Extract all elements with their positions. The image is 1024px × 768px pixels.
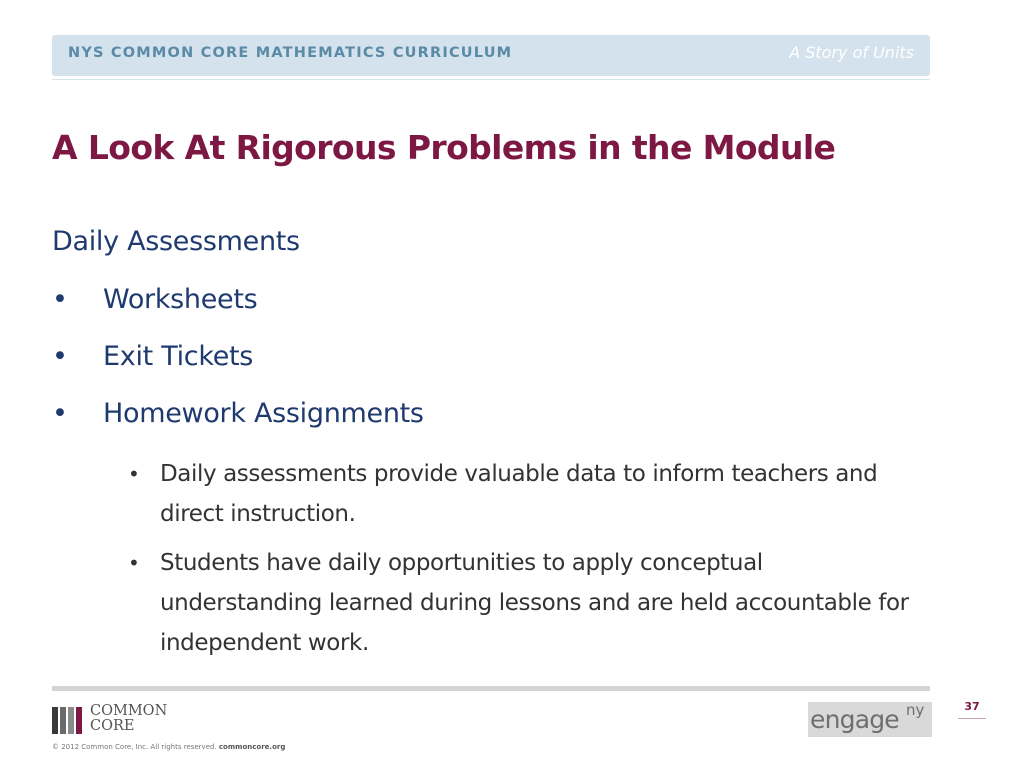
logo-bar [52, 707, 58, 734]
series-title: A Story of Units [789, 43, 914, 62]
copyright-link[interactable]: commoncore.org [218, 743, 286, 751]
logo-bar [60, 707, 66, 734]
sub-bullet-item [128, 454, 928, 534]
header-divider [52, 79, 930, 80]
bullet-list [52, 284, 424, 455]
bullet-marker: • [52, 341, 68, 372]
sub-bullet-list [128, 454, 928, 672]
logo-line-2: CORE [90, 718, 135, 734]
common-core-logo [52, 705, 192, 739]
common-core-wordmark [90, 704, 167, 734]
page-number: 37 [964, 700, 980, 713]
engage-wordmark: engage [810, 705, 899, 734]
sub-bullet-text: Daily assessments provide valuable data to inform teachers and direct instruction. [160, 461, 878, 527]
copyright-text: © 2012 Common Core, Inc. All rights reserved. [52, 743, 217, 751]
sub-bullet-marker: • [128, 462, 140, 486]
bullet-item-homework [52, 398, 424, 455]
engage-superscript: ny [906, 701, 925, 719]
bullet-marker: • [52, 284, 68, 315]
common-core-bars-icon [52, 707, 84, 734]
logo-bar [68, 707, 74, 734]
bullet-item-worksheets [52, 284, 424, 341]
bullet-label: Homework Assignments [103, 398, 424, 429]
logo-bar [76, 707, 82, 734]
footer-divider [52, 686, 930, 691]
curriculum-title: NYS COMMON CORE MATHEMATICS CURRICULUM [68, 45, 513, 61]
logo-line-1: COMMON [90, 703, 168, 719]
header-banner [52, 35, 930, 76]
sub-bullet-marker: • [128, 551, 140, 575]
sub-bullet-item [128, 543, 928, 663]
engageny-logo [808, 702, 932, 737]
bullet-label: Worksheets [103, 284, 258, 315]
slide-title: A Look At Rigorous Problems in the Module [52, 128, 836, 167]
section-heading: Daily Assessments [52, 226, 300, 257]
bullet-item-exit-tickets [52, 341, 424, 398]
bullet-label: Exit Tickets [103, 341, 254, 372]
sub-bullet-text: Students have daily opportunities to apply conceptual understanding learned during lessons and are held accountable for independent work. [160, 550, 909, 656]
copyright-notice [52, 743, 285, 751]
bullet-marker: • [52, 398, 68, 429]
page-number-underline [958, 718, 986, 719]
